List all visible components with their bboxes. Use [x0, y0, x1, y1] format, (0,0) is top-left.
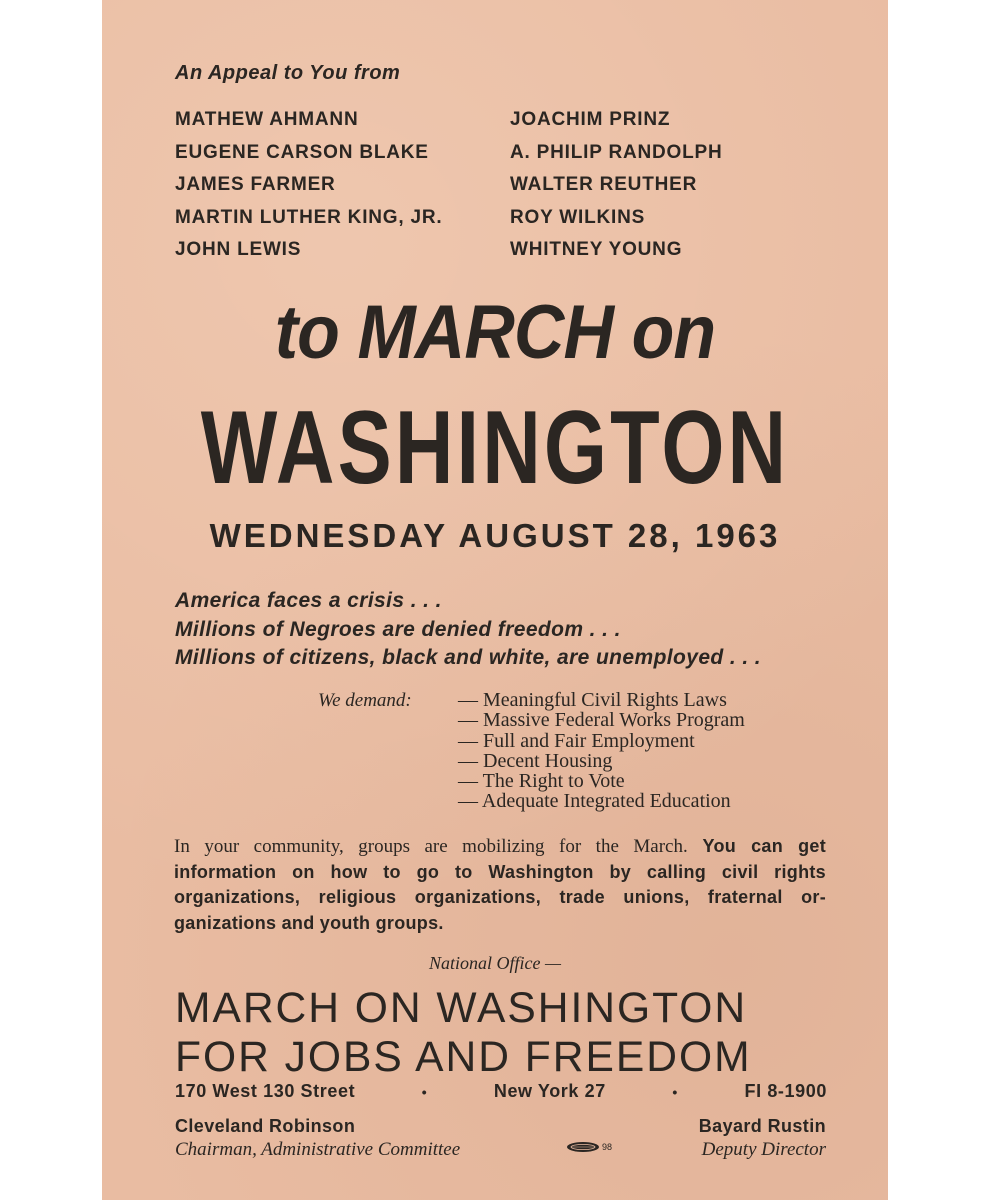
demand-item: — Full and Fair Employment [458, 729, 695, 752]
crisis-statement [175, 587, 761, 673]
demand-item: — Meaningful Civil Rights Laws [458, 689, 727, 711]
sponsor-names [175, 107, 825, 264]
sponsor-name: EUGENE CARSON BLAKE [175, 141, 429, 163]
organization-name [175, 984, 752, 1082]
deputy-title: Deputy Director [701, 1139, 826, 1160]
bullet-separator: • [421, 1083, 428, 1100]
chairman-signature-block [175, 1113, 460, 1161]
address-line [175, 1081, 827, 1102]
sponsor-name: JOACHIM PRINZ [510, 109, 671, 130]
headline-to-march-on: to MARCH on [274, 290, 716, 375]
union-label-icon [566, 1141, 600, 1153]
deputy-name: Bayard Rustin [698, 1116, 826, 1136]
sponsor-name: WALTER REUTHER [510, 174, 698, 195]
appeal-heading: An Appeal to You from [175, 62, 401, 84]
national-office-label: National Office — [429, 953, 561, 973]
union-bug [566, 1141, 612, 1153]
sponsor-name: JOHN LEWIS [175, 239, 302, 260]
chairman-title: Chairman, Administrative Committee [175, 1139, 461, 1160]
demand-item: — Massive Federal Works Program [458, 709, 745, 732]
demands-list [458, 690, 745, 812]
sponsor-name: A. PHILIP RANDOLPH [510, 141, 723, 163]
community-lead: In your community, groups are mobilizing for the March. [174, 836, 688, 857]
crisis-line: Millions of citizens, black and white, are unemployed . . . [175, 646, 762, 669]
community-body: You can get information on how to go to Washington by calling civil rights organizations, religious organizations, trade unions, fraternal or-ganizations and youth groups. [174, 836, 826, 933]
demand-item: — Decent Housing [458, 749, 613, 772]
community-paragraph [174, 834, 826, 936]
headline-washington: WASHINGTON [200, 390, 790, 506]
city: New York 27 [493, 1081, 606, 1101]
crisis-line: Millions of Negroes are denied freedom . . . [175, 617, 621, 641]
sponsor-name: WHITNEY YOUNG [510, 239, 683, 260]
flyer-page [102, 0, 888, 1200]
street-address: 170 West 130 Street [175, 1081, 356, 1101]
bullet-separator: • [672, 1083, 678, 1100]
sponsor-name: ROY WILKINS [510, 206, 646, 228]
sponsor-name: MATHEW AHMANN [175, 109, 359, 130]
demand-item: — The Right to Vote [458, 770, 625, 793]
chairman-name: Cleveland Robinson [175, 1116, 356, 1136]
organization-line: FOR JOBS AND FREEDOM [175, 1033, 752, 1081]
crisis-line: America faces a crisis . . . [175, 589, 442, 612]
sponsor-name: MARTIN LUTHER KING, JR. [175, 206, 443, 228]
deputy-signature-block [699, 1113, 826, 1161]
demand-item: — Adequate Integrated Education [458, 790, 731, 813]
union-bug-number: 98 [602, 1142, 613, 1152]
demands-label: We demand: [318, 690, 412, 711]
phone-number: FI 8-1900 [744, 1081, 827, 1101]
organization-line: MARCH ON WASHINGTON [175, 984, 748, 1032]
march-date: WEDNESDAY AUGUST 28, 1963 [209, 517, 781, 554]
sponsor-name: JAMES FARMER [175, 174, 336, 195]
